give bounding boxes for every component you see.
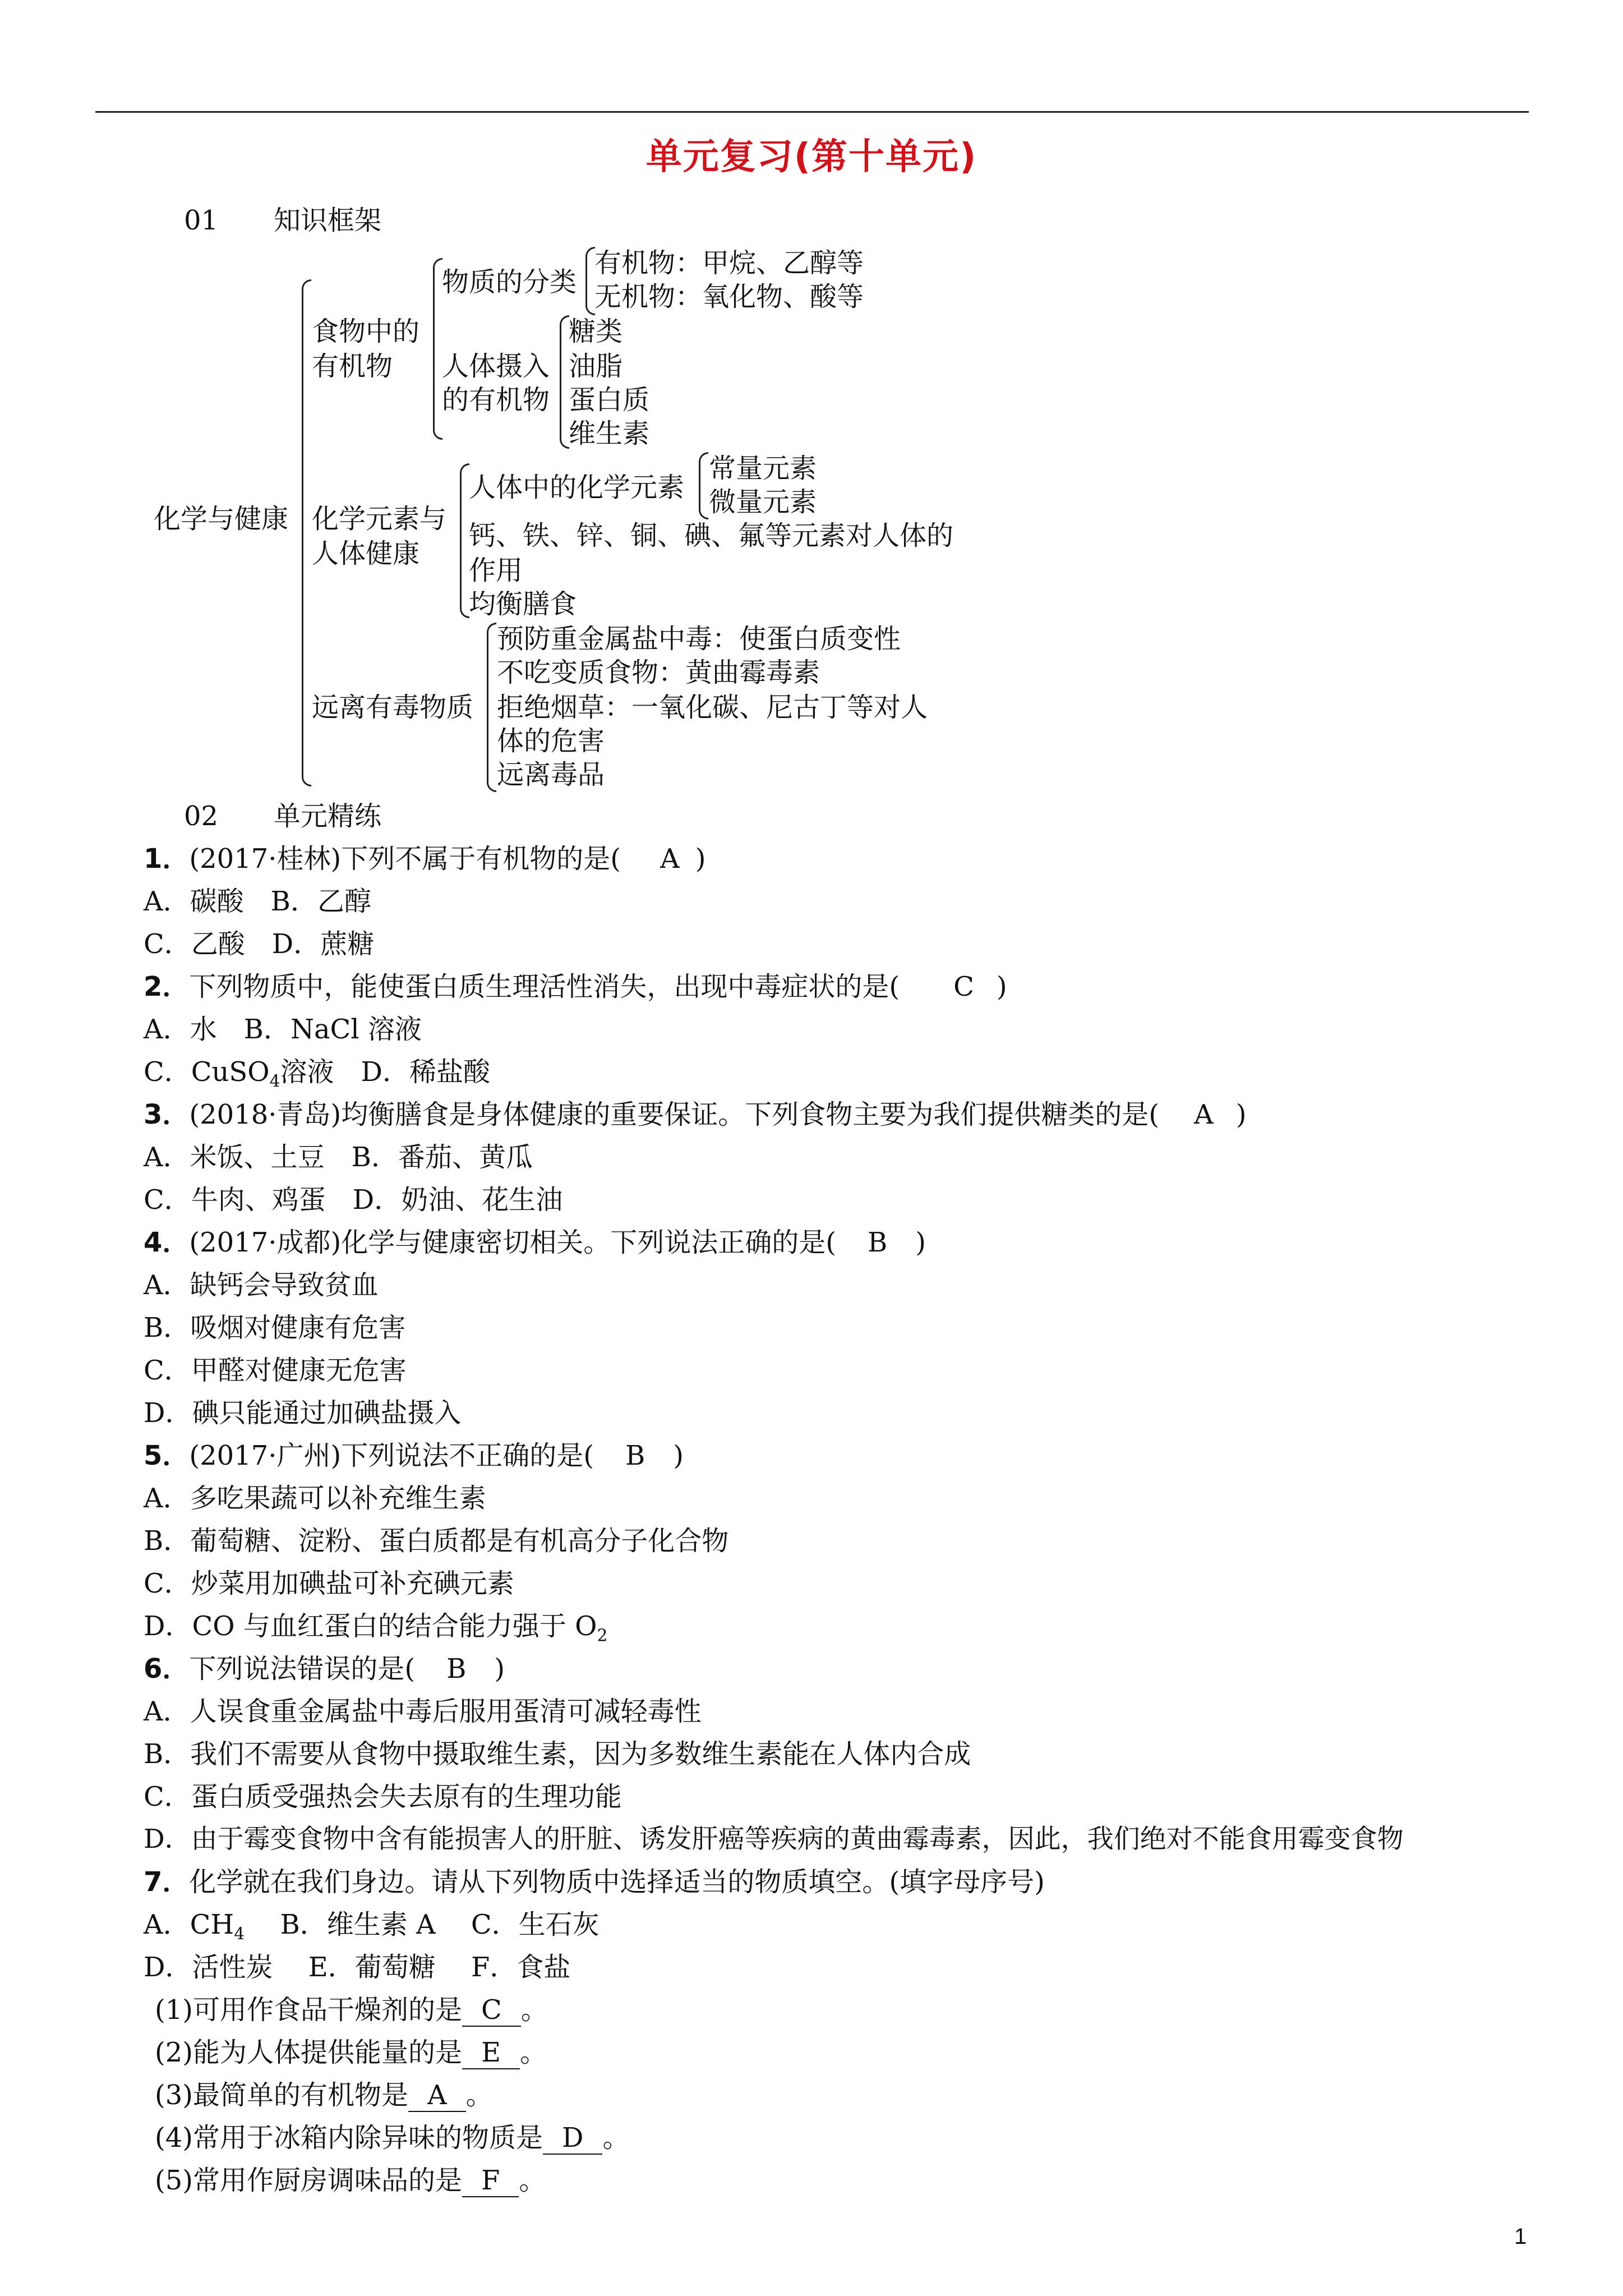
question-1-options-2: C．乙酸 D．蔗糖 (144, 928, 375, 960)
question-7-options-1: A．$CH_4$ B．维生素 A C．生石灰 (144, 1909, 600, 1944)
question-1: 1．(2017·桂林)下列不属于有机物的是( A ) (144, 841, 706, 876)
question-4-option-d: D．碘只能通过加碘盐摄入 (144, 1397, 462, 1429)
answer-blank: D (543, 2122, 602, 2155)
section-label-framework: 知识框架 (274, 205, 382, 236)
section-label-exercises: 单元精练 (274, 800, 382, 832)
answer: A (660, 843, 680, 875)
minerals-line2: 作用 (469, 555, 523, 586)
root-brace (302, 279, 311, 786)
nutrient-item: 蛋白质 (569, 384, 650, 416)
toxin-item: 拒绝烟草：一氧化碳、尼古丁等对人 (497, 692, 928, 723)
question-7-blank-5: (5)常用作厨房调味品的是 F 。 (155, 2165, 546, 2196)
question-7-blank-3: (3)最简单的有机物是 A 。 (155, 2079, 493, 2111)
question-2-options-2: C．CuSO$_4$溶液 D．稀盐酸 (144, 1056, 491, 1092)
question-7-options-2: D．活性炭 E．葡萄糖 F．食盐 (144, 1952, 571, 1983)
page-title: 单元复习(第十单元) (645, 136, 978, 178)
question-6-option-a: A．人误食重金属盐中毒后服用蛋清可减轻毒性 (144, 1696, 702, 1727)
question-5-option-a: A．多吃果蔬可以补充维生素 (144, 1483, 486, 1514)
answer: C (953, 971, 974, 1002)
answer-blank: C (462, 1994, 521, 2027)
toxin-item: 体的危害 (497, 725, 605, 757)
toxins-brace (487, 623, 496, 792)
branch-elements-line2: 人体健康 (312, 538, 420, 569)
answer: B (868, 1227, 888, 1258)
question-4: 4．(2017·成都)化学与健康密切相关。下列说法正确的是( B ) (144, 1225, 926, 1260)
answer-blank: F (462, 2165, 519, 2197)
classification-brace (585, 247, 595, 315)
question-5-option-d: D．CO 与血红蛋白的结合能力强于 $O_2$ (144, 1611, 608, 1646)
question-7: 7．化学就在我们身边。请从下列物质中选择适当的物质填空。(填字母序号) (144, 1866, 1045, 1898)
nutrient-item: 油脂 (569, 351, 623, 382)
question-5-option-b: B．葡萄糖、淀粉、蛋白质都是有机高分子化合物 (144, 1525, 729, 1557)
answer-blank: A (408, 2079, 466, 2112)
branch-food-organics-line2: 有机物 (312, 351, 393, 382)
question-7-blank-2: (2)能为人体提供能量的是 E 。 (155, 2037, 547, 2068)
toxin-item: 不吃变质食物：黄曲霉毒素 (497, 657, 820, 688)
question-4-option-c: C．甲醛对健康无危害 (144, 1355, 407, 1386)
balanced-diet: 均衡膳食 (469, 588, 577, 620)
section-number-01: 01 (184, 205, 219, 236)
question-1-options-1: A．碳酸 B．乙醇 (144, 886, 371, 917)
question-4-option-a: A．缺钙会导致贫血 (144, 1269, 379, 1301)
answer: A (1194, 1099, 1214, 1130)
nutrient-item: 维生素 (569, 418, 650, 449)
minerals-line1: 钙、铁、锌、铜、碘、氟等元素对人体的 (469, 520, 954, 551)
toxin-item: 预防重金属盐中毒：使蛋白质变性 (497, 623, 901, 655)
food-organics-brace (433, 258, 442, 440)
answer-blank: E (462, 2037, 520, 2069)
question-3-options-1: A．米饭、土豆 B．番茄、黄瓜 (144, 1142, 533, 1173)
answer: B (446, 1653, 467, 1685)
body-elements-label: 人体中的化学元素 (469, 472, 685, 503)
question-5-option-c: C．炒菜用加碘盐可补充碘元素 (144, 1568, 514, 1599)
branch-toxins: 远离有毒物质 (312, 692, 474, 723)
branch-elements-line1: 化学元素与 (312, 503, 447, 535)
question-6-option-d: D．由于霉变食物中含有能损害人的肝脏、诱发肝癌等疾病的黄曲霉毒素，因此，我们绝对不能食用霉变食物 (144, 1824, 1404, 1855)
question-6: 6．下列说法错误的是( B ) (144, 1651, 505, 1686)
question-6-option-b: B．我们不需要从食物中摄取维生素，因为多数维生素能在人体内合成 (144, 1738, 971, 1770)
question-2: 2．下列物质中，能使蛋白质生理活性消失，出现中毒症状的是( C ) (144, 969, 1007, 1004)
page-number: 1 (1514, 2224, 1527, 2249)
nutrients-brace (560, 315, 569, 449)
branch-food-organics-line1: 食物中的 (312, 316, 420, 347)
header-rule (95, 111, 1529, 113)
question-7-blank-1: (1)可用作食品干燥剂的是 C 。 (155, 1994, 548, 2026)
question-7-blank-4: (4)常用于冰箱内除异味的物质是 D 。 (155, 2122, 630, 2154)
question-6-option-c: C．蛋白质受强热会失去原有的生理功能 (144, 1781, 622, 1812)
nutrient-item: 糖类 (569, 316, 623, 347)
question-4-option-b: B．吸烟对健康有危害 (144, 1312, 406, 1343)
intake-organics-line1: 人体摄入 (442, 351, 550, 382)
toxin-item: 远离毒品 (497, 759, 605, 790)
elements-brace (460, 463, 469, 618)
body-elements-brace (699, 452, 708, 519)
organic-item: 有机物：甲烷、乙醇等 (594, 247, 864, 279)
section-number-02: 02 (184, 800, 219, 832)
classification-label: 物质的分类 (442, 266, 577, 298)
question-3: 3．(2018·青岛)均衡膳食是身体健康的重要保证。下列食物主要为我们提供糖类的是( A ) (144, 1097, 1246, 1132)
answer: B (625, 1440, 645, 1471)
intake-organics-line2: 的有机物 (442, 384, 550, 416)
question-2-options-1: A．水 B．NaCl 溶液 (144, 1014, 422, 1045)
trace-elements: 微量元素 (709, 486, 817, 518)
inorganic-item: 无机物：氧化物、酸等 (594, 281, 864, 312)
question-5: 5．(2017·广州)下列说法不正确的是( B ) (144, 1438, 684, 1473)
framework-root: 化学与健康 (154, 503, 289, 535)
macro-elements: 常量元素 (709, 453, 817, 484)
question-3-options-2: C．牛肉、鸡蛋 D．奶油、花生油 (144, 1184, 563, 1216)
